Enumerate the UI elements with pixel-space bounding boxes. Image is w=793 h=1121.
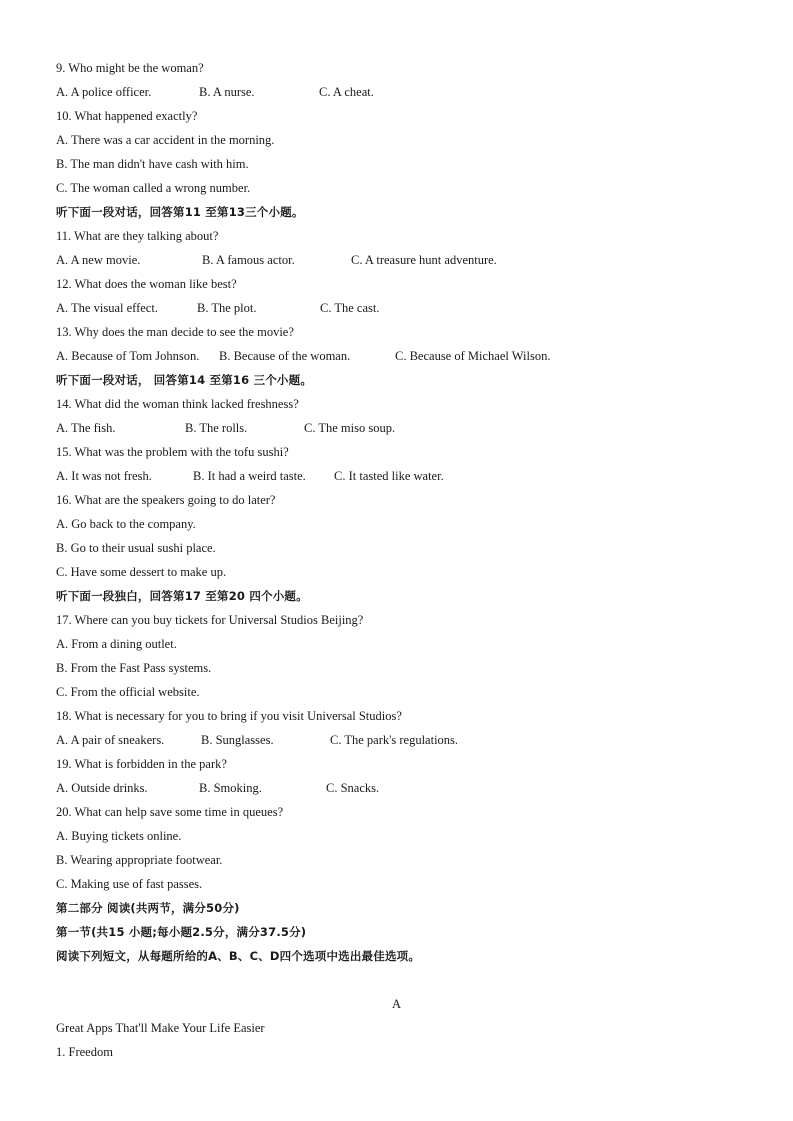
question-11-option-c: C. A treasure hunt adventure.: [351, 253, 497, 267]
instruction-q11-13: 听下面一段对话，回答第11 至第13三个小题。: [56, 205, 304, 219]
question-18-option-c: C. The park's regulations.: [330, 733, 459, 747]
question-12-stem: 12. What does the woman like best?: [56, 277, 237, 291]
question-16-stem: 16. What are the speakers going to do later?: [56, 493, 276, 507]
question-17-option-b: B. From the Fast Pass systems.: [56, 661, 212, 675]
question-18-option-b: B. Sunglasses.: [201, 733, 274, 747]
question-11-stem: 11. What are they talking about?: [56, 229, 219, 243]
question-12-option-a: A. The visual effect.: [56, 301, 158, 315]
question-17-option-c: C. From the official website.: [56, 685, 200, 699]
question-19-option-c: C. Snacks.: [326, 781, 380, 795]
question-11-option-b: B. A famous actor.: [202, 253, 295, 267]
instruction-q17-20: 听下面一段独白，回答第17 至第20 四个小题。: [56, 589, 308, 603]
question-13-options: [56, 348, 756, 364]
question-19-option-b: B. Smoking.: [199, 781, 262, 795]
question-11-option-a: A. A new movie.: [56, 253, 141, 267]
question-12-option-c: C. The cast.: [320, 301, 380, 315]
question-14-option-c: C. The miso soup.: [304, 421, 396, 435]
instruction-q14-16: 听下面一段对话， 回答第14 至第16 三个小题。: [56, 373, 313, 387]
question-16-option-c: C. Have some dessert to make up.: [56, 565, 227, 579]
question-13-option-b: B. Because of the woman.: [219, 349, 351, 363]
reading-section-title: 第一节(共15 小题;每小题2.5分，满分37.5分): [56, 925, 307, 939]
question-9-stem: 9. Who might be the woman?: [56, 61, 204, 75]
question-16-option-a: A. Go back to the company.: [56, 517, 196, 531]
question-20-option-c: C. Making use of fast passes.: [56, 877, 203, 891]
question-19-stem: 19. What is forbidden in the park?: [56, 757, 227, 771]
question-14-option-a: A. The fish.: [56, 421, 116, 435]
question-12-options: [56, 300, 756, 316]
reading-part-title: 第二部分 阅读(共两节，满分50分): [56, 901, 240, 915]
question-15-option-c: C. It tasted like water.: [334, 469, 444, 483]
reading-instruction: 阅读下列短文，从每题所给的A、B、C、D四个选项中选出最佳选项。: [56, 949, 421, 963]
question-9-option-b: B. A nurse.: [199, 85, 255, 99]
question-20-option-a: A. Buying tickets online.: [56, 829, 182, 843]
question-18-options: [56, 732, 756, 748]
question-12-option-b: B. The plot.: [197, 301, 257, 315]
question-15-options: [56, 468, 756, 484]
question-11-options: [56, 252, 756, 268]
passage-item-1: 1. Freedom: [56, 1045, 113, 1059]
question-9-options: [56, 84, 756, 100]
question-9-option-a: A. A police officer.: [56, 85, 152, 99]
question-10-stem: 10. What happened exactly?: [56, 109, 198, 123]
question-13-option-c: C. Because of Michael Wilson.: [395, 349, 551, 363]
question-15-option-b: B. It had a weird taste.: [193, 469, 306, 483]
question-17-option-a: A. From a dining outlet.: [56, 637, 177, 651]
passage-label: A: [391, 997, 402, 1011]
question-20-option-b: B. Wearing appropriate footwear.: [56, 853, 223, 867]
question-17-stem: 17. Where can you buy tickets for Universal Studios Beijing?: [56, 613, 364, 627]
question-14-options: [56, 420, 756, 436]
question-20-stem: 20. What can help save some time in queues?: [56, 805, 284, 819]
question-18-option-a: A. A pair of sneakers.: [56, 733, 165, 747]
question-10-option-c: C. The woman called a wrong number.: [56, 181, 251, 195]
question-14-stem: 14. What did the woman think lacked freshness?: [56, 397, 299, 411]
question-13-option-a: A. Because of Tom Johnson.: [56, 349, 200, 363]
passage-title: Great Apps That'll Make Your Life Easier: [56, 1021, 265, 1035]
question-19-option-a: A. Outside drinks.: [56, 781, 148, 795]
question-10-option-b: B. The man didn't have cash with him.: [56, 157, 249, 171]
question-16-option-b: B. Go to their usual sushi place.: [56, 541, 216, 555]
question-18-stem: 18. What is necessary for you to bring if you visit Universal Studios?: [56, 709, 402, 723]
question-15-option-a: A. It was not fresh.: [56, 469, 152, 483]
question-9-option-c: C. A cheat.: [319, 85, 374, 99]
question-14-option-b: B. The rolls.: [185, 421, 248, 435]
question-10-option-a: A. There was a car accident in the morning.: [56, 133, 275, 147]
question-15-stem: 15. What was the problem with the tofu sushi?: [56, 445, 289, 459]
question-13-stem: 13. Why does the man decide to see the movie?: [56, 325, 294, 339]
question-19-options: [56, 780, 756, 796]
